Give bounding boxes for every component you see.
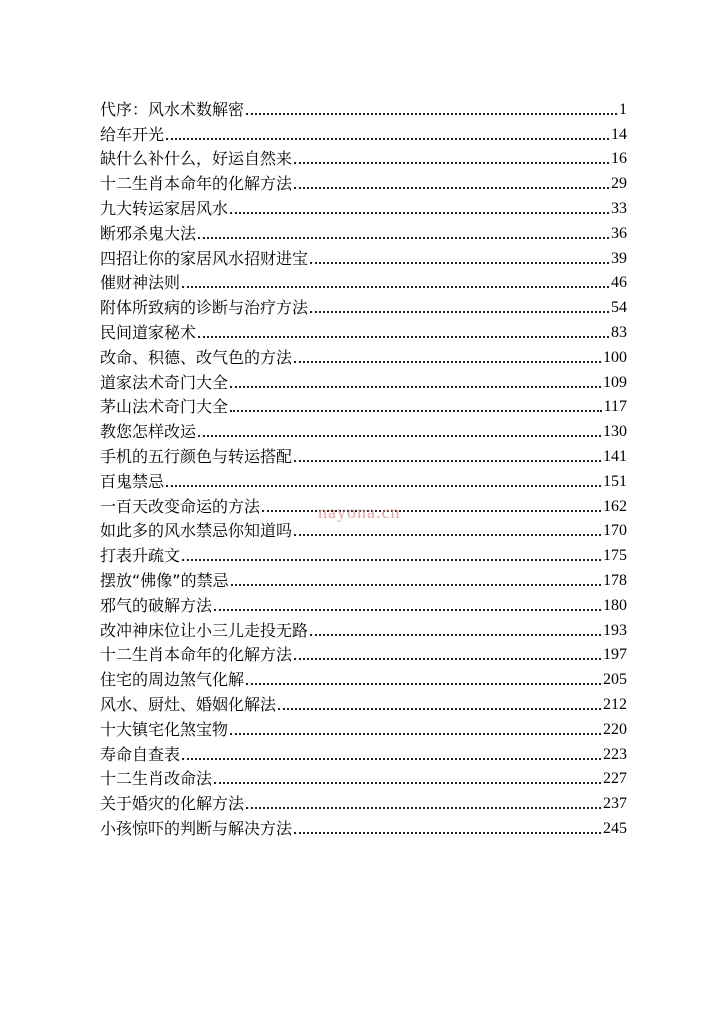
toc-entry-title: 教您怎样改运 — [100, 422, 197, 442]
toc-entry-page-number: 130 — [603, 423, 627, 441]
toc-entry[interactable] — [100, 145, 627, 170]
toc-entry-page-number: 46 — [611, 274, 627, 292]
toc-entry[interactable] — [100, 293, 627, 318]
toc-leader-dots — [294, 460, 601, 462]
toc-entry-page-number: 227 — [603, 770, 627, 788]
toc-entry-page-number: 141 — [603, 447, 627, 465]
toc-leader-dots — [294, 658, 601, 660]
toc-entry-page-number: 151 — [603, 472, 627, 490]
toc-leader-dots — [294, 534, 601, 536]
toc-entry-title: 改命、积德、改气色的方法 — [100, 347, 293, 367]
toc-entry-page-number: 109 — [603, 373, 627, 391]
toc-entry[interactable] — [100, 318, 627, 343]
toc-entry-title: 摆放“佛像”的禁忌 — [100, 570, 229, 590]
toc-leader-dots — [230, 386, 601, 388]
toc-entry[interactable] — [100, 591, 627, 616]
toc-entry-page-number: 170 — [603, 522, 627, 540]
toc-entry[interactable] — [100, 690, 627, 715]
toc-leader-dots — [198, 435, 601, 437]
toc-leader-dots — [310, 634, 601, 636]
toc-entry-page-number: 16 — [611, 150, 627, 168]
toc-entry-title: 民间道家秘术 — [100, 322, 197, 342]
toc-leader-dots — [294, 187, 609, 189]
toc-entry[interactable] — [100, 244, 627, 269]
toc-leader-dots — [230, 212, 609, 214]
toc-entry[interactable] — [100, 120, 627, 145]
toc-entry-page-number: 14 — [611, 125, 627, 143]
toc-entry[interactable] — [100, 765, 627, 790]
toc-leader-dots — [182, 758, 601, 760]
toc-leader-dots — [198, 336, 609, 338]
toc-entry-page-number: 245 — [603, 819, 627, 837]
toc-entry-page-number: 54 — [611, 299, 627, 317]
toc-entry[interactable] — [100, 541, 627, 566]
toc-entry[interactable] — [100, 442, 627, 467]
toc-entry[interactable] — [100, 269, 627, 294]
toc-entry-title: 道家法术奇门大全 — [100, 372, 229, 392]
toc-leader-dots — [246, 683, 601, 685]
toc-entry-title: 手机的五行颜色与转运搭配 — [100, 446, 293, 466]
toc-leader-dots — [294, 361, 601, 363]
toc-entry[interactable] — [100, 665, 627, 690]
watermark: nayona.cn — [318, 502, 401, 522]
toc-leader-dots — [166, 138, 609, 140]
toc-entry-page-number: 29 — [611, 175, 627, 193]
toc-entry[interactable] — [100, 219, 627, 244]
toc-entry-title: 给车开光 — [100, 124, 165, 144]
toc-leader-dots — [182, 286, 609, 288]
toc-entry-title: 茅山法术奇门大全 — [100, 397, 229, 417]
toc-entry-page-number: 1 — [619, 100, 627, 118]
toc-entry-title: 断邪杀鬼大法 — [100, 223, 197, 243]
toc-entry-title: 代序：风水术数解密 — [100, 99, 245, 119]
toc-entry[interactable] — [100, 789, 627, 814]
toc-leader-dots — [231, 584, 601, 586]
toc-entry-title: 打表升疏文 — [100, 546, 181, 566]
toc-entry-title: 关于婚灾的化解方法 — [100, 794, 245, 814]
toc-entry-page-number: 39 — [611, 249, 627, 267]
toc-entry-title: 九大转运家居风水 — [100, 198, 229, 218]
toc-leader-dots — [230, 733, 601, 735]
toc-entry[interactable] — [100, 467, 627, 492]
toc-entry-title: 缺什么补什么，好运自然来 — [100, 149, 293, 169]
toc-leader-dots — [214, 782, 601, 784]
toc-leader-dots — [310, 262, 609, 264]
toc-leader-dots — [262, 510, 601, 512]
toc-leader-dots — [246, 807, 601, 809]
toc-leader-dots — [230, 410, 602, 412]
toc-leader-dots — [310, 311, 609, 313]
toc-entry-title: 十二生肖改命法 — [100, 769, 213, 789]
toc-entry-page-number: 83 — [611, 323, 627, 341]
toc-entry[interactable] — [100, 95, 627, 120]
toc-entry-page-number: 180 — [603, 596, 627, 614]
toc-entry-title: 风水、厨灶、婚姻化解法 — [100, 694, 277, 714]
toc-entry[interactable] — [100, 169, 627, 194]
toc-entry-page-number: 205 — [603, 671, 627, 689]
toc-leader-dots — [294, 162, 609, 164]
toc-leader-dots — [246, 113, 617, 115]
toc-entry-page-number: 117 — [603, 398, 627, 416]
toc-entry[interactable] — [100, 740, 627, 765]
toc-entry-title: 催财神法则 — [100, 273, 181, 293]
toc-entry-page-number: 220 — [603, 720, 627, 738]
toc-leader-dots — [182, 559, 601, 561]
toc-entry[interactable] — [100, 715, 627, 740]
toc-entry-page-number: 162 — [603, 497, 627, 515]
toc-leader-dots — [278, 708, 601, 710]
toc-entry-page-number: 175 — [603, 547, 627, 565]
toc-entry-page-number: 178 — [603, 571, 627, 589]
toc-entry-page-number: 237 — [603, 795, 627, 813]
toc-entry[interactable] — [100, 814, 627, 839]
toc-entry[interactable] — [100, 641, 627, 666]
toc-entry[interactable] — [100, 616, 627, 641]
table-of-contents — [100, 95, 627, 839]
toc-entry-page-number: 223 — [603, 745, 627, 763]
toc-entry-page-number: 197 — [603, 646, 627, 664]
toc-entry-title: 附体所致病的诊断与治疗方法 — [100, 298, 309, 318]
toc-entry-title: 小孩惊吓的判断与解决方法 — [100, 818, 293, 838]
toc-leader-dots — [198, 237, 609, 239]
toc-entry[interactable] — [100, 343, 627, 368]
toc-entry-title: 百鬼禁忌 — [100, 471, 165, 491]
toc-entry-title: 一百天改变命运的方法 — [100, 496, 261, 516]
toc-entry[interactable] — [100, 566, 627, 591]
toc-entry[interactable] — [100, 393, 627, 418]
toc-leader-dots — [214, 609, 601, 611]
toc-entry-title: 十二生肖本命年的化解方法 — [100, 174, 293, 194]
toc-entry-title: 改冲神床位让小三儿走投无路 — [100, 620, 309, 640]
toc-entry-title: 如此多的风水禁忌你知道吗 — [100, 521, 293, 541]
toc-entry-page-number: 193 — [603, 621, 627, 639]
toc-entry-title: 十二生肖本命年的化解方法 — [100, 645, 293, 665]
toc-entry[interactable] — [100, 194, 627, 219]
toc-entry-title: 邪气的破解方法 — [100, 595, 213, 615]
toc-entry-title: 住宅的周边煞气化解 — [100, 670, 245, 690]
toc-leader-dots — [294, 832, 601, 834]
toc-entry-title: 十大镇宅化煞宝物 — [100, 719, 229, 739]
toc-entry-title: 寿命自查表 — [100, 744, 181, 764]
toc-entry-page-number: 212 — [603, 695, 627, 713]
toc-entry-page-number: 36 — [611, 224, 627, 242]
toc-entry[interactable] — [100, 417, 627, 442]
toc-entry-page-number: 100 — [603, 348, 627, 366]
toc-entry-page-number: 33 — [611, 199, 627, 217]
toc-entry-title: 四招让你的家居风水招财进宝 — [100, 248, 309, 268]
toc-leader-dots — [166, 485, 601, 487]
toc-entry[interactable] — [100, 368, 627, 393]
